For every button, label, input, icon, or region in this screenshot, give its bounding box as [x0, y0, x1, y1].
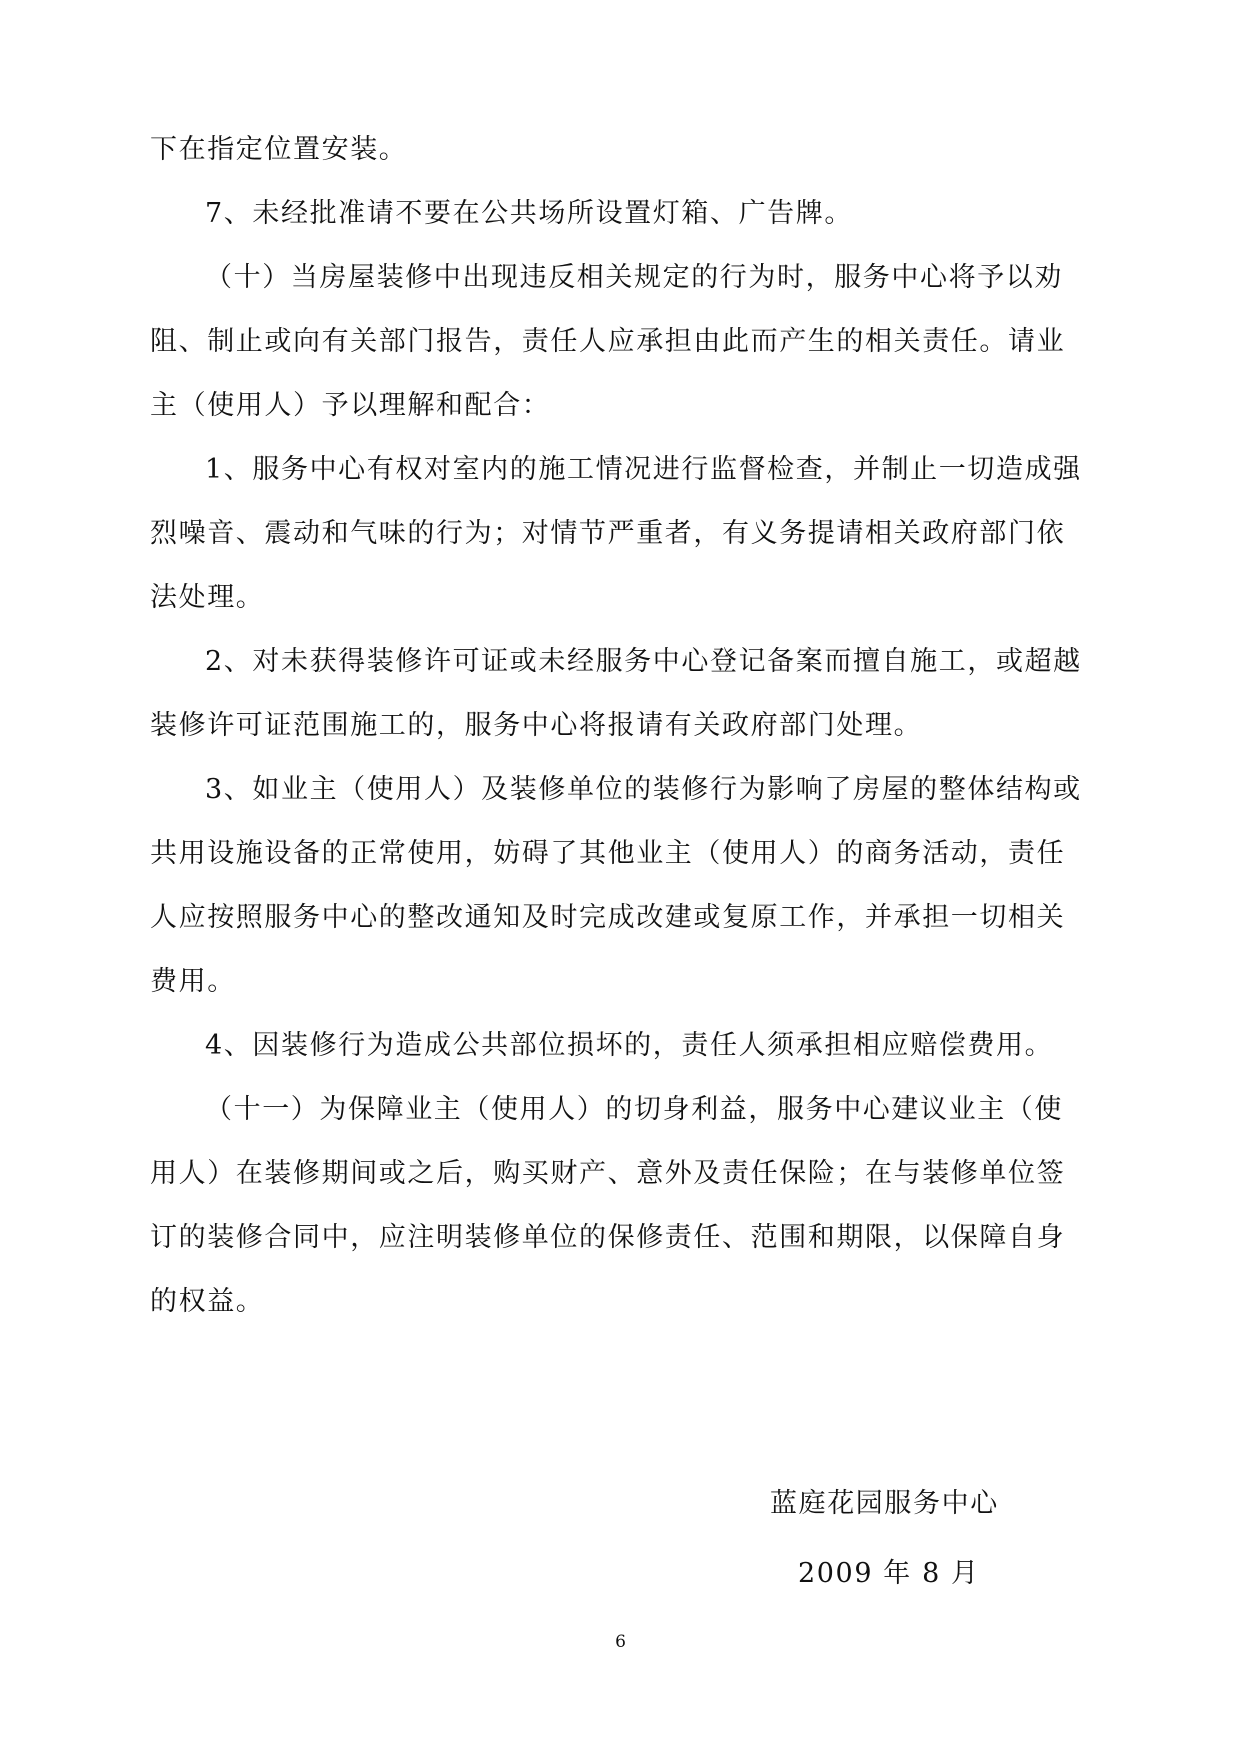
text-line: 7、未经批准请不要在公共场所设置灯箱、广告牌。	[205, 198, 853, 229]
text-line: （十一）为保障业主（使用人）的切身利益，服务中心建议业主（使	[205, 1094, 1063, 1125]
signature-date: 2009 年 8 月	[798, 1558, 980, 1589]
text-line: 订的装修合同中，应注明装修单位的保修责任、范围和期限，以保障自身	[150, 1222, 1066, 1253]
text-line: （十）当房屋装修中出现违反相关规定的行为时，服务中心将予以劝	[205, 262, 1063, 293]
text-line: 共用设施设备的正常使用，妨碍了其他业主（使用人）的商务活动，责任	[150, 838, 1066, 869]
signature-organization: 蓝庭花园服务中心	[770, 1488, 999, 1519]
text-line: 人应按照服务中心的整改通知及时完成改建或复原工作，并承担一切相关	[150, 902, 1066, 933]
text-line: 的权益。	[150, 1286, 265, 1317]
text-line: 阻、制止或向有关部门报告，责任人应承担由此而产生的相关责任。请业	[150, 326, 1066, 357]
text-line: 费用。	[150, 966, 236, 997]
text-line: 主（使用人）予以理解和配合：	[150, 390, 551, 421]
text-line: 1、服务中心有权对室内的施工情况进行监督检查，并制止一切造成强	[205, 454, 1082, 485]
text-line: 2、对未获得装修许可证或未经服务中心登记备案而擅自施工，或超越	[205, 646, 1082, 677]
text-line: 下在指定位置安装。	[150, 134, 408, 165]
text-line: 用人）在装修期间或之后，购买财产、意外及责任保险；在与装修单位签	[150, 1158, 1066, 1189]
text-line: 烈噪音、震动和气味的行为；对情节严重者，有义务提请相关政府部门依	[150, 518, 1066, 549]
page-number: 6	[615, 1632, 626, 1652]
text-line: 4、因装修行为造成公共部位损坏的，责任人须承担相应赔偿费用。	[205, 1030, 1054, 1061]
text-line: 装修许可证范围施工的，服务中心将报请有关政府部门处理。	[150, 710, 923, 741]
text-line: 3、如业主（使用人）及装修单位的装修行为影响了房屋的整体结构或	[205, 774, 1082, 805]
text-line: 法处理。	[150, 582, 265, 613]
